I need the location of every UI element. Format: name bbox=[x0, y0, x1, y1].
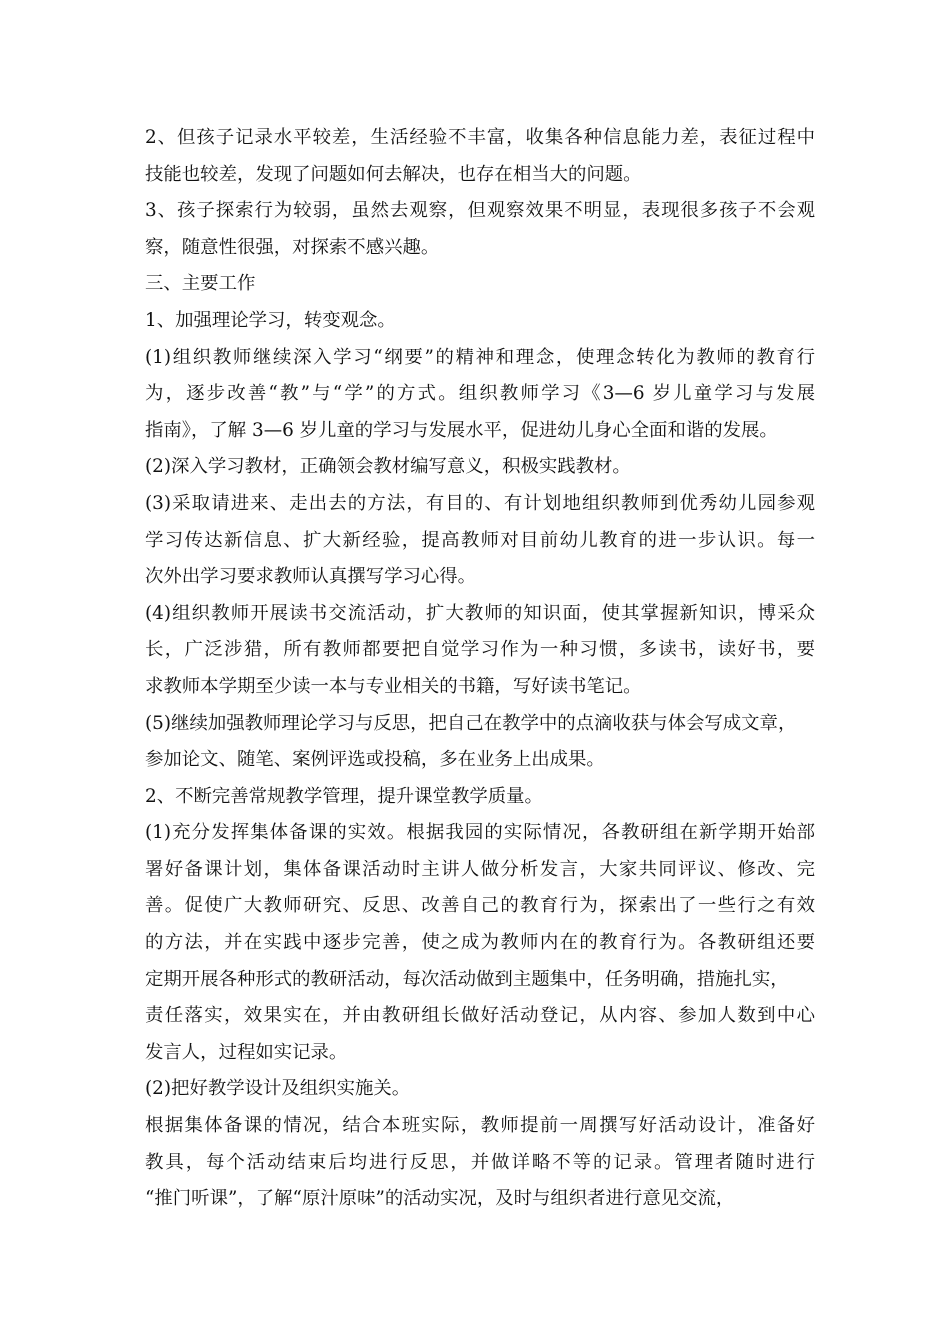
text-line: 次外出学习要求教师认真撰写学习心得。 bbox=[145, 566, 477, 588]
text-line: (3)采取请进来、走出去的方法，有目的、有计划地组织教师到优秀幼儿园参观 bbox=[145, 492, 815, 514]
text-line: 定期开展各种形式的教研活动，每次活动做到主题集中，任务明确，措施扎实， bbox=[145, 968, 789, 990]
text-line: 参加论文、随笔、案例评选或投稿，多在业务上出成果。 bbox=[145, 749, 605, 771]
text-line: 善。促使广大教师研究、反思、改善自己的教育行为，探索出了一些行之有效 bbox=[145, 895, 815, 917]
text-line: 技能也较差，发现了问题如何去解决，也存在相当大的问题。 bbox=[145, 163, 642, 185]
text-line: (5)继续加强教师理论学习与反思，把自己在教学中的点滴收获与体会写成文章， bbox=[145, 712, 797, 734]
text-line: 长，广泛涉猎，所有教师都要把自觉学习作为一种习惯，多读书，读好书，要 bbox=[145, 639, 815, 661]
text-line: 学习传达新信息、扩大新经验，提高教师对目前幼儿教育的进一步认识。每一 bbox=[145, 529, 815, 551]
text-line: 根据集体备课的情况，结合本班实际，教师提前一周撰写好活动设计，准备好 bbox=[145, 1115, 815, 1137]
text-line: 署好备课计划，集体备课活动时主讲人做分析发言，大家共同评议、修改、完 bbox=[145, 858, 815, 880]
text-line: “推门听课”，了解“原汁原味”的活动实况，及时与组织者进行意见交流， bbox=[145, 1188, 735, 1210]
section-heading: 三、主要工作 bbox=[145, 273, 256, 295]
document-body bbox=[145, 120, 815, 1218]
text-line: (2)把好教学设计及组织实施关。 bbox=[145, 1078, 411, 1100]
text-line: 为，逐步改善“教”与“学”的方式。组织教师学习《3—6 岁儿童学习与发展 bbox=[145, 383, 815, 405]
text-line: 3、孩子探索行为较弱，虽然去观察，但观察效果不明显，表现很多孩子不会观 bbox=[145, 200, 815, 222]
text-line: (2)深入学习教材，正确领会教材编写意义，积极实践教材。 bbox=[145, 456, 631, 478]
text-line: 察，随意性很强，对探索不感兴趣。 bbox=[145, 236, 440, 258]
text-line: 的方法，并在实践中逐步完善，使之成为教师内在的教育行为。各教研组还要 bbox=[145, 932, 815, 954]
text-line: 教具，每个活动结束后均进行反思，并做详略不等的记录。管理者随时进行 bbox=[145, 1151, 815, 1173]
text-line: (1)充分发挥集体备课的实效。根据我园的实际情况，各教研组在新学期开始部 bbox=[145, 822, 815, 844]
text-line: 发言人，过程如实记录。 bbox=[145, 1041, 348, 1063]
text-line: 2、但孩子记录水平较差，生活经验不丰富，收集各种信息能力差，表征过程中 bbox=[145, 127, 815, 148]
subsection-heading: 2、不断完善常规教学管理，提升课堂教学质量。 bbox=[145, 785, 543, 807]
text-line: 责任落实，效果实在，并由教研组长做好活动登记，从内容、参加人数到中心 bbox=[145, 1005, 815, 1027]
text-line: 指南》，了解 3—6 岁儿童的学习与发展水平，促进幼儿身心全面和谐的发展。 bbox=[145, 419, 778, 441]
text-line: (1)组织教师继续深入学习“纲要”的精神和理念，使理念转化为教师的教育行 bbox=[145, 346, 815, 368]
subsection-heading: 1、加强理论学习，转变观念。 bbox=[145, 309, 396, 331]
text-line: (4)组织教师开展读书交流活动，扩大教师的知识面，使其掌握新知识，博采众 bbox=[145, 602, 815, 624]
text-line: 求教师本学期至少读一本与专业相关的书籍，写好读书笔记。 bbox=[145, 675, 642, 697]
